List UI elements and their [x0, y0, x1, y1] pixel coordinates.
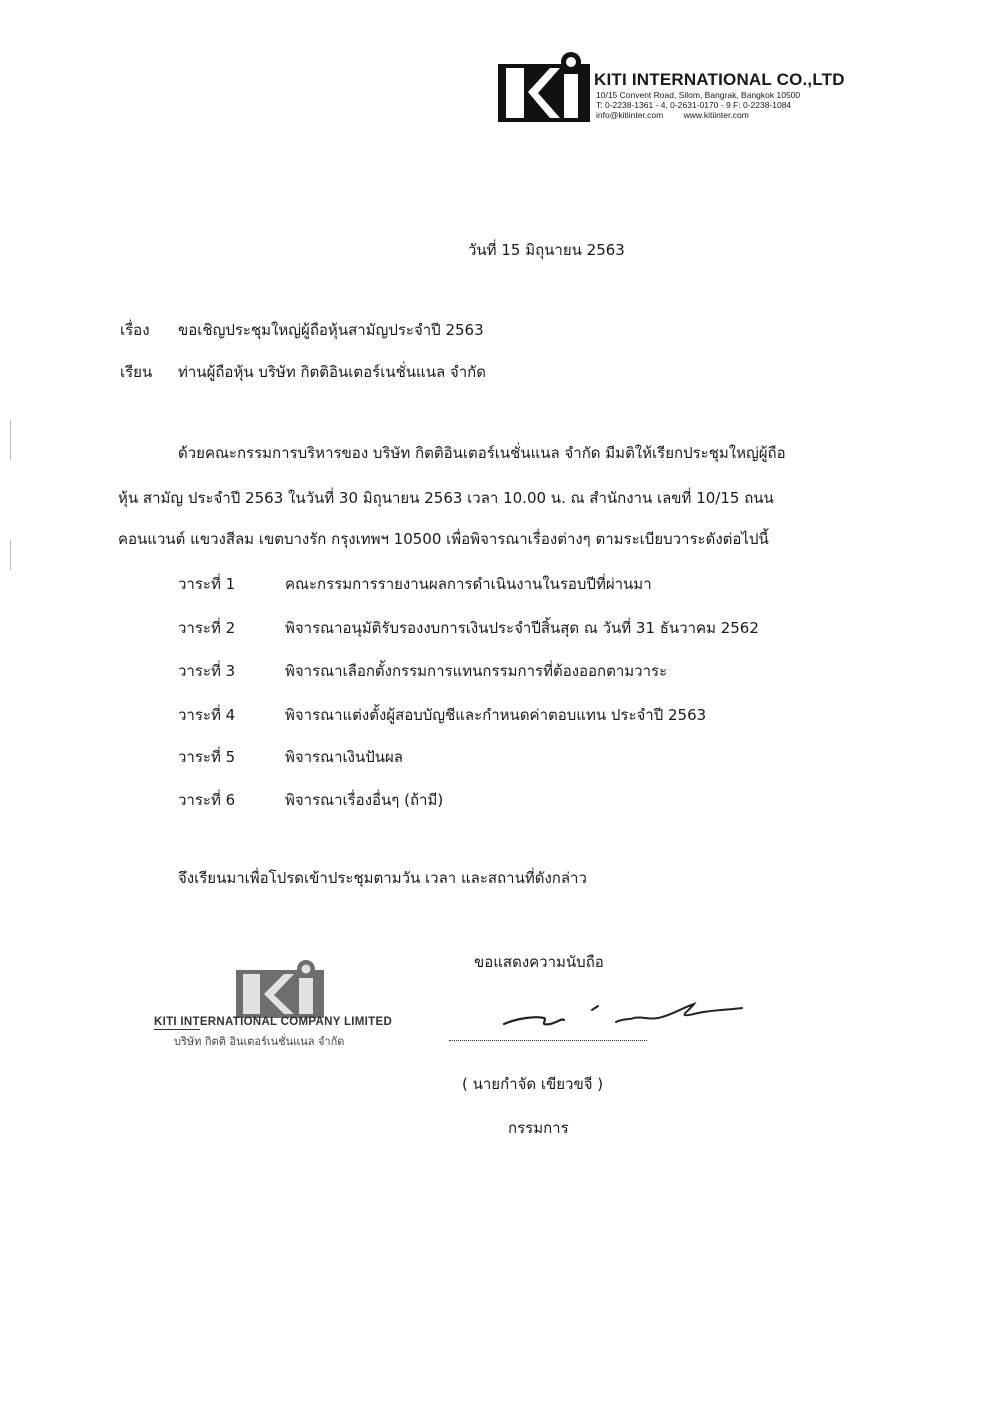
agenda-number: วาระที่ 4 [178, 706, 236, 724]
scan-mark [10, 540, 11, 570]
stamp-logo [236, 960, 324, 1018]
company-address: 10/15 Convent Road, Silom, Bangrak, Bangkok 10500 [596, 90, 801, 100]
company-phone-fax: T: 0-2238-1361 - 4, 0-2631-0170 - 9 F: 0-2238-1084 [596, 100, 792, 110]
subject-text: ขอเชิญประชุมใหญ่ผู้ถือหุ้นสามัญประจำปี 2563 [178, 321, 484, 339]
body-line: ด้วยคณะกรรมการบริหารของ บริษัท กิตติอินเตอร์เนชั่นแนล จำกัด มีมติให้เรียกประชุมใหญ่ผู้ถือ [178, 444, 786, 462]
signer-name: ( นายกำจัด เขียวขจี ) [462, 1075, 604, 1093]
letter-date: วันที่ 15 มิถุนายน 2563 [468, 241, 625, 259]
recipient-text: ท่านผู้ถือหุ้น บริษัท กิตติอินเตอร์เนชั่นแนล จำกัด [178, 363, 486, 381]
agenda-item: คณะกรรมการรายงานผลการดำเนินงานในรอบปีที่ผ่านมา [285, 575, 652, 593]
stamp-company-en: KITI INTERNATIONAL COMPANY LIMITED [154, 1016, 393, 1028]
company-logo [498, 52, 590, 122]
recipient-label: เรียน [120, 363, 153, 381]
company-stamp [150, 958, 400, 1058]
agenda-number: วาระที่ 1 [178, 575, 236, 593]
agenda-item: พิจารณาเลือกตั้งกรรมการแทนกรรมการที่ต้องออกตามวาระ [285, 662, 668, 680]
closing-line: จึงเรียนมาเพื่อโปรดเข้าประชุมตามวัน เวลา และสถานที่ดังกล่าว [178, 869, 587, 887]
agenda-number: วาระที่ 2 [178, 619, 236, 637]
stamp-underline [154, 1029, 200, 1030]
agenda-item: พิจารณาเรื่องอื่นๆ (ถ้ามี) [285, 791, 444, 809]
body-line: หุ้น สามัญ ประจำปี 2563 ในวันที่ 30 มิถุนายน 2563 เวลา 10.00 น. ณ สำนักงาน เลขที่ 10/15 ถนน [118, 489, 774, 507]
handwritten-signature [498, 998, 748, 1038]
agenda-number: วาระที่ 5 [178, 748, 236, 766]
company-website[interactable]: www.kitiinter.com [683, 110, 749, 120]
agenda-item: พิจารณาเงินปันผล [285, 748, 403, 766]
scan-mark [10, 420, 11, 460]
signer-title: กรรมการ [508, 1119, 569, 1137]
company-name: KITI INTERNATIONAL CO.,LTD [594, 70, 845, 89]
agenda-number: วาระที่ 6 [178, 791, 236, 809]
signature-line [449, 1040, 647, 1041]
stamp-company-th: บริษัท กิตติ อินเตอร์เนชั่นแนล จำกัด [174, 1035, 345, 1048]
body-line: คอนแวนต์ แขวงสีลม เขตบางรัก กรุงเทพฯ 10500 เพื่อพิจารณาเรื่องต่างๆ ตามระเบียบวาระดังต่อไปนี้ [118, 530, 769, 548]
company-email[interactable]: info@kitiinter.com [596, 110, 664, 120]
agenda-item: พิจารณาอนุมัติรับรองงบการเงินประจำปีสิ้นสุด ณ วันที่ 31 ธันวาคม 2562 [285, 619, 759, 637]
agenda-item: พิจารณาแต่งตั้งผู้สอบบัญชีและกำหนดค่าตอบแทน ประจำปี 2563 [285, 706, 707, 724]
subject-label: เรื่อง [120, 321, 150, 339]
regards-line: ขอแสดงความนับถือ [474, 953, 604, 971]
company-contact [596, 110, 749, 120]
agenda-number: วาระที่ 3 [178, 662, 236, 680]
